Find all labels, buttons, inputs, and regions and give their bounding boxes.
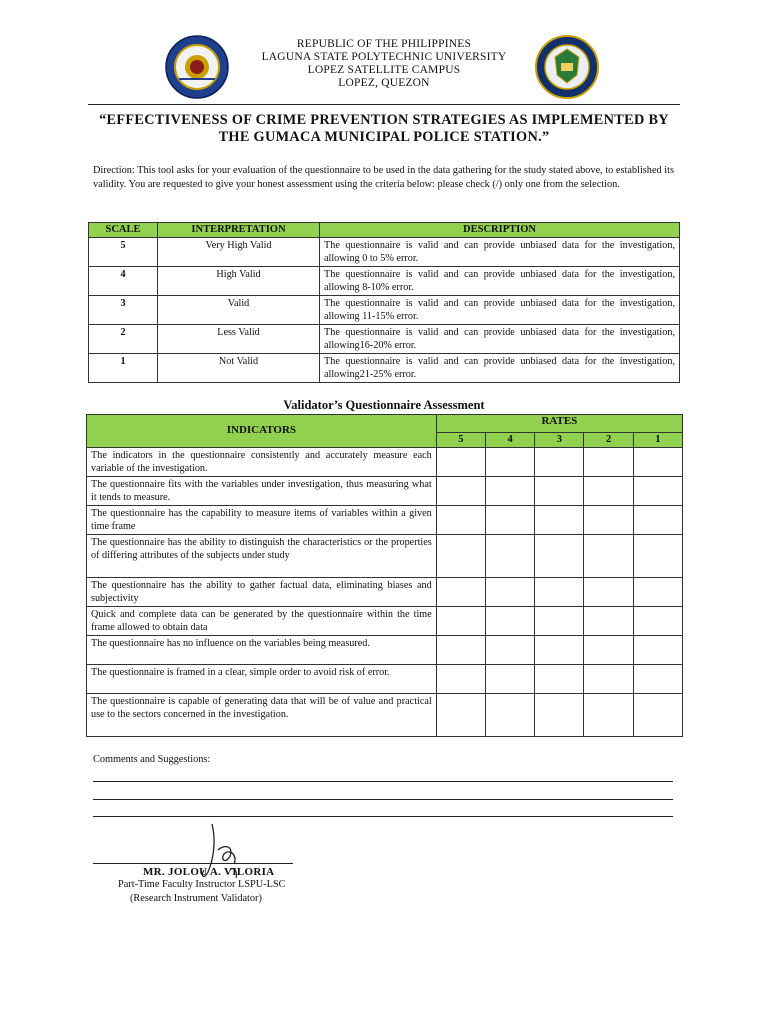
rating-checkbox-cell[interactable]	[485, 664, 534, 693]
indicator-text: The questionnaire has the ability to distinguish the characteristics or the properties of differing attributes of the subjects under study	[87, 534, 437, 577]
scale-row	[89, 266, 680, 295]
rating-checkbox-cell[interactable]	[633, 693, 682, 736]
rating-checkbox-cell[interactable]	[436, 664, 485, 693]
rating-checkbox-cell[interactable]	[584, 476, 633, 505]
signature-line	[93, 863, 293, 864]
rating-checkbox-cell[interactable]	[584, 664, 633, 693]
rating-checkbox-cell[interactable]	[535, 534, 584, 577]
scale-cell-interpretation: Valid	[158, 295, 320, 324]
indicator-row	[87, 635, 683, 664]
rating-checkbox-cell[interactable]	[633, 447, 682, 476]
scale-row	[89, 324, 680, 353]
rating-checkbox-cell[interactable]	[584, 534, 633, 577]
scale-cell-scale: 3	[89, 295, 158, 324]
indicator-row	[87, 505, 683, 534]
validator-role: Part-Time Faculty Instructor LSPU-LSC	[118, 879, 286, 890]
rating-checkbox-cell[interactable]	[485, 505, 534, 534]
scale-cell-description: The questionnaire is valid and can provide unbiased data for the investigation, allowing21-25% error.	[320, 353, 680, 382]
indicator-row	[87, 534, 683, 577]
rate-column-header: 5	[436, 433, 485, 448]
rating-checkbox-cell[interactable]	[485, 635, 534, 664]
scale-cell-scale: 1	[89, 353, 158, 382]
rating-checkbox-cell[interactable]	[485, 577, 534, 606]
rate-column-header: 4	[485, 433, 534, 448]
header-divider	[88, 104, 680, 105]
validator-table	[86, 414, 683, 737]
rates-header: RATES	[436, 415, 682, 433]
scale-cell-description: The questionnaire is valid and can provide unbiased data for the investigation, allowing 0 to 5% error.	[320, 237, 680, 266]
rating-checkbox-cell[interactable]	[584, 505, 633, 534]
scale-table	[88, 222, 680, 383]
rating-checkbox-cell[interactable]	[485, 534, 534, 577]
rate-column-header: 2	[584, 433, 633, 448]
scale-row	[89, 295, 680, 324]
indicator-text: The questionnaire fits with the variables under investigation, thus measuring what it tends to measure.	[87, 476, 437, 505]
description-header: DESCRIPTION	[320, 223, 680, 238]
indicators-header: INDICATORS	[87, 415, 437, 448]
header-line-2: LAGUNA STATE POLYTECHNIC UNIVERSITY	[261, 51, 507, 63]
rating-checkbox-cell[interactable]	[436, 635, 485, 664]
indicator-text: The indicators in the questionnaire consistently and accurately measure each variable of the investigation.	[87, 447, 437, 476]
rating-checkbox-cell[interactable]	[436, 577, 485, 606]
rating-checkbox-cell[interactable]	[584, 693, 633, 736]
scale-row	[89, 353, 680, 382]
indicator-text: The questionnaire has no influence on the variables being measured.	[87, 635, 437, 664]
indicator-row	[87, 476, 683, 505]
indicator-row	[87, 606, 683, 635]
rating-checkbox-cell[interactable]	[436, 693, 485, 736]
indicator-text: The questionnaire is framed in a clear, simple order to avoid risk of error.	[87, 664, 437, 693]
rating-checkbox-cell[interactable]	[485, 606, 534, 635]
scale-cell-description: The questionnaire is valid and can provide unbiased data for the investigation, allowing16-20% error.	[320, 324, 680, 353]
rating-checkbox-cell[interactable]	[485, 693, 534, 736]
validator-note: (Research Instrument Validator)	[130, 893, 262, 904]
indicator-row	[87, 577, 683, 606]
rating-checkbox-cell[interactable]	[535, 635, 584, 664]
scale-cell-scale: 2	[89, 324, 158, 353]
rating-checkbox-cell[interactable]	[535, 505, 584, 534]
scale-table-header	[89, 223, 680, 238]
scale-row	[89, 237, 680, 266]
scale-cell-interpretation: Very High Valid	[158, 237, 320, 266]
indicator-row	[87, 693, 683, 736]
validator-assessment-title: Validator’s Questionnaire Assessment	[283, 398, 485, 412]
rating-checkbox-cell[interactable]	[535, 693, 584, 736]
rating-checkbox-cell[interactable]	[633, 664, 682, 693]
comment-line-3[interactable]	[93, 816, 673, 817]
rating-checkbox-cell[interactable]	[485, 476, 534, 505]
rating-checkbox-cell[interactable]	[436, 476, 485, 505]
header-line-4: LOPEZ, QUEZON	[338, 77, 430, 89]
rating-checkbox-cell[interactable]	[633, 635, 682, 664]
rating-checkbox-cell[interactable]	[584, 635, 633, 664]
indicator-row	[87, 664, 683, 693]
scale-header: SCALE	[89, 223, 158, 238]
rating-checkbox-cell[interactable]	[633, 505, 682, 534]
rate-column-header: 3	[535, 433, 584, 448]
rating-checkbox-cell[interactable]	[535, 577, 584, 606]
indicator-text: The questionnaire is capable of generating data that will be of value and practical use to the sectors concerned in the investigation.	[87, 693, 437, 736]
direction-paragraph: Direction: This tool asks for your evaluation of the questionnaire to be used in the data gathering for the study stated above, to established its validity. You are requested to give your honest assessment using the criteria below: please check (/) only one from the selection.	[93, 165, 674, 191]
rating-checkbox-cell[interactable]	[633, 577, 682, 606]
comment-line-2[interactable]	[93, 799, 673, 800]
document-title: “EFFECTIVENESS OF CRIME PREVENTION STRATEGIES AS IMPLEMENTED BY THE GUMACA MUNICIPAL POLICE STATION.”	[99, 112, 669, 145]
rating-checkbox-cell[interactable]	[485, 447, 534, 476]
rating-checkbox-cell[interactable]	[436, 505, 485, 534]
rating-checkbox-cell[interactable]	[535, 447, 584, 476]
indicator-text: Quick and complete data can be generated by the questionnaire within the time frame allowed to obtain data	[87, 606, 437, 635]
institution-header	[0, 38, 768, 90]
indicator-text: The questionnaire has the ability to gather factual data, eliminating biases and subjectivity	[87, 577, 437, 606]
validator-name: MR. JOLOU A. VILORIA	[143, 866, 275, 878]
scale-cell-scale: 4	[89, 266, 158, 295]
rating-checkbox-cell[interactable]	[584, 577, 633, 606]
validator-table-header	[87, 415, 683, 433]
header-line-1: REPUBLIC OF THE PHILIPPINES	[296, 38, 472, 50]
rating-checkbox-cell[interactable]	[535, 664, 584, 693]
interpretation-header: INTERPRETATION	[158, 223, 320, 238]
rate-column-header: 1	[633, 433, 682, 448]
rating-checkbox-cell[interactable]	[535, 476, 584, 505]
scale-cell-scale: 5	[89, 237, 158, 266]
rating-checkbox-cell[interactable]	[584, 447, 633, 476]
scale-cell-interpretation: High Valid	[158, 266, 320, 295]
rating-checkbox-cell[interactable]	[436, 606, 485, 635]
scale-cell-description: The questionnaire is valid and can provide unbiased data for the investigation, allowing 11-15% error.	[320, 295, 680, 324]
rating-checkbox-cell[interactable]	[436, 534, 485, 577]
comment-line-1[interactable]	[93, 781, 673, 782]
scale-cell-description: The questionnaire is valid and can provide unbiased data for the investigation, allowing 8-10% error.	[320, 266, 680, 295]
rating-checkbox-cell[interactable]	[535, 606, 584, 635]
comments-label: Comments and Suggestions:	[93, 754, 211, 765]
rating-checkbox-cell[interactable]	[633, 476, 682, 505]
rating-checkbox-cell[interactable]	[633, 534, 682, 577]
scale-cell-interpretation: Less Valid	[158, 324, 320, 353]
rating-checkbox-cell[interactable]	[436, 447, 485, 476]
scale-cell-interpretation: Not Valid	[158, 353, 320, 382]
rating-checkbox-cell[interactable]	[584, 606, 633, 635]
indicator-row	[87, 447, 683, 476]
indicator-text: The questionnaire has the capability to measure items of variables within a given time frame	[87, 505, 437, 534]
rating-checkbox-cell[interactable]	[633, 606, 682, 635]
header-line-3: LOPEZ SATELLITE CAMPUS	[307, 64, 461, 76]
